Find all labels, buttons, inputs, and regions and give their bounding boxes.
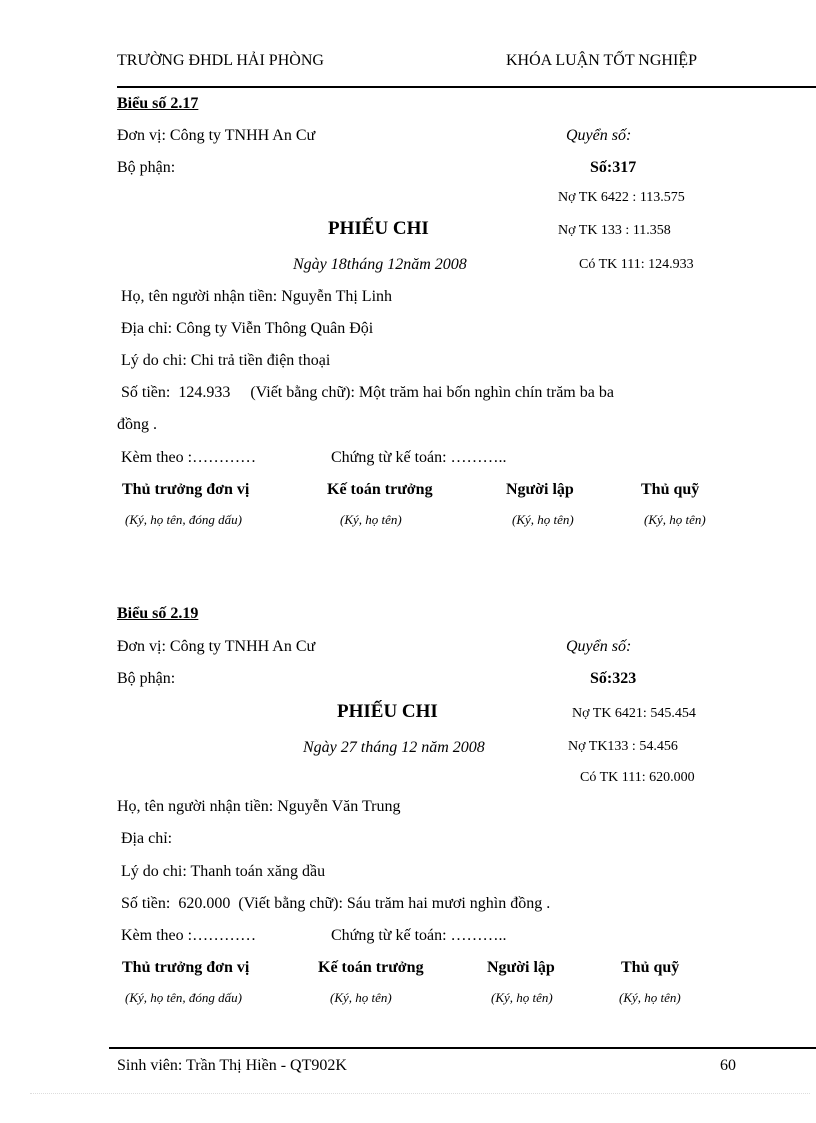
voucher1-ref: Biểu số 2.17 — [117, 95, 199, 112]
voucher2-recipient: Họ, tên người nhận tiền: Nguyễn Văn Trung — [117, 798, 401, 815]
voucher1-signer-chief-accountant: Kế toán trưởng — [327, 481, 433, 498]
voucher1-voucher: Chứng từ kế toán: ……….. — [331, 449, 507, 466]
header-rule — [117, 86, 816, 88]
voucher2-signer-head: Thủ trưởng đơn vị — [122, 959, 250, 976]
voucher1-signer-preparer-note: (Ký, họ tên) — [512, 512, 574, 527]
voucher2-signer-cashier-note: (Ký, họ tên) — [619, 990, 681, 1005]
voucher2-address: Địa chỉ: — [121, 830, 173, 847]
footer-student: Sinh viên: Trần Thị Hiền - QT902K — [117, 1057, 347, 1074]
voucher1-address: Địa chỉ: Công ty Viễn Thông Quân Đội — [121, 320, 374, 337]
voucher1-attach: Kèm theo :………… — [121, 449, 257, 466]
voucher2-ref: Biểu số 2.19 — [117, 605, 199, 622]
voucher2-signer-preparer-note: (Ký, họ tên) — [491, 990, 553, 1005]
voucher1-number-value: :317 — [606, 159, 637, 176]
voucher2-signer-cashier: Thủ quỹ — [621, 959, 680, 976]
voucher2-signer-chief-accountant: Kế toán trưởng — [318, 959, 424, 976]
voucher2-voucher: Chứng từ kế toán: ……….. — [331, 927, 507, 944]
voucher2-credit: Có TK 111: 620.000 — [580, 770, 695, 785]
voucher1-number-label: Số — [590, 159, 607, 176]
voucher2-reason: Lý do chi: Thanh toán xăng dầu — [121, 863, 326, 880]
voucher2-number-label: Số — [590, 670, 607, 687]
voucher2-amount-line1: Số tiền: 620.000 (Viết bằng chữ): Sáu trăm hai mươi nghìn đồng . — [121, 895, 551, 912]
voucher2-debit2: Nợ TK133 : 54.456 — [568, 739, 678, 754]
voucher2-signer-head-note: (Ký, họ tên, đóng dấu) — [125, 990, 242, 1005]
header-thesis: KHÓA LUẬN TỐT NGHIỆP — [506, 52, 697, 69]
voucher1-signer-head: Thủ trưởng đơn vị — [122, 481, 250, 498]
voucher2-debit1: Nợ TK 6421: 545.454 — [572, 706, 696, 721]
voucher2-number — [590, 669, 636, 688]
voucher2-title: PHIẾU CHI — [337, 701, 438, 722]
voucher1-unit: Đơn vị: Công ty TNHH An Cư — [117, 127, 316, 144]
voucher1-number — [590, 158, 636, 177]
voucher2-book: Quyển số: — [566, 638, 632, 655]
voucher2-signer-chief-accountant-note: (Ký, họ tên) — [330, 990, 392, 1005]
voucher1-book: Quyển số: — [566, 127, 632, 144]
voucher2-attach: Kèm theo :………… — [121, 927, 257, 944]
header-school: TRƯỜNG ĐHDL HẢI PHÒNG — [117, 52, 324, 69]
voucher1-signer-cashier-note: (Ký, họ tên) — [644, 512, 706, 527]
voucher1-amount-line2: đồng . — [117, 416, 157, 433]
voucher1-amount-line1: Số tiền: 124.933 (Viết bằng chữ): Một trăm hai bốn nghìn chín trăm ba ba — [121, 384, 614, 401]
voucher2-unit: Đơn vị: Công ty TNHH An Cư — [117, 638, 316, 655]
voucher2-number-value: :323 — [606, 670, 637, 687]
voucher2-date: Ngày 27 tháng 12 năm 2008 — [303, 739, 485, 756]
voucher1-signer-chief-accountant-note: (Ký, họ tên) — [340, 512, 402, 527]
voucher2-dept: Bộ phận: — [117, 670, 176, 687]
voucher1-debit2: Nợ TK 133 : 11.358 — [558, 223, 671, 238]
voucher1-recipient: Họ, tên người nhận tiền: Nguyễn Thị Linh — [121, 288, 393, 305]
voucher1-reason: Lý do chi: Chi trả tiền điện thoại — [121, 352, 331, 369]
voucher1-signer-cashier: Thủ quỹ — [641, 481, 700, 498]
voucher1-credit: Có TK 111: 124.933 — [579, 257, 694, 272]
voucher1-title: PHIẾU CHI — [328, 218, 429, 239]
footer-rule — [109, 1047, 816, 1049]
page-number: 60 — [720, 1057, 736, 1074]
page-edge-divider — [30, 1093, 810, 1094]
voucher1-signer-head-note: (Ký, họ tên, đóng dấu) — [125, 512, 242, 527]
voucher2-signer-preparer: Người lập — [487, 959, 555, 976]
voucher1-signer-preparer: Người lập — [506, 481, 574, 498]
voucher1-dept: Bộ phận: — [117, 159, 176, 176]
voucher1-date: Ngày 18tháng 12năm 2008 — [293, 256, 467, 273]
voucher1-debit1: Nợ TK 6422 : 113.575 — [558, 190, 685, 205]
